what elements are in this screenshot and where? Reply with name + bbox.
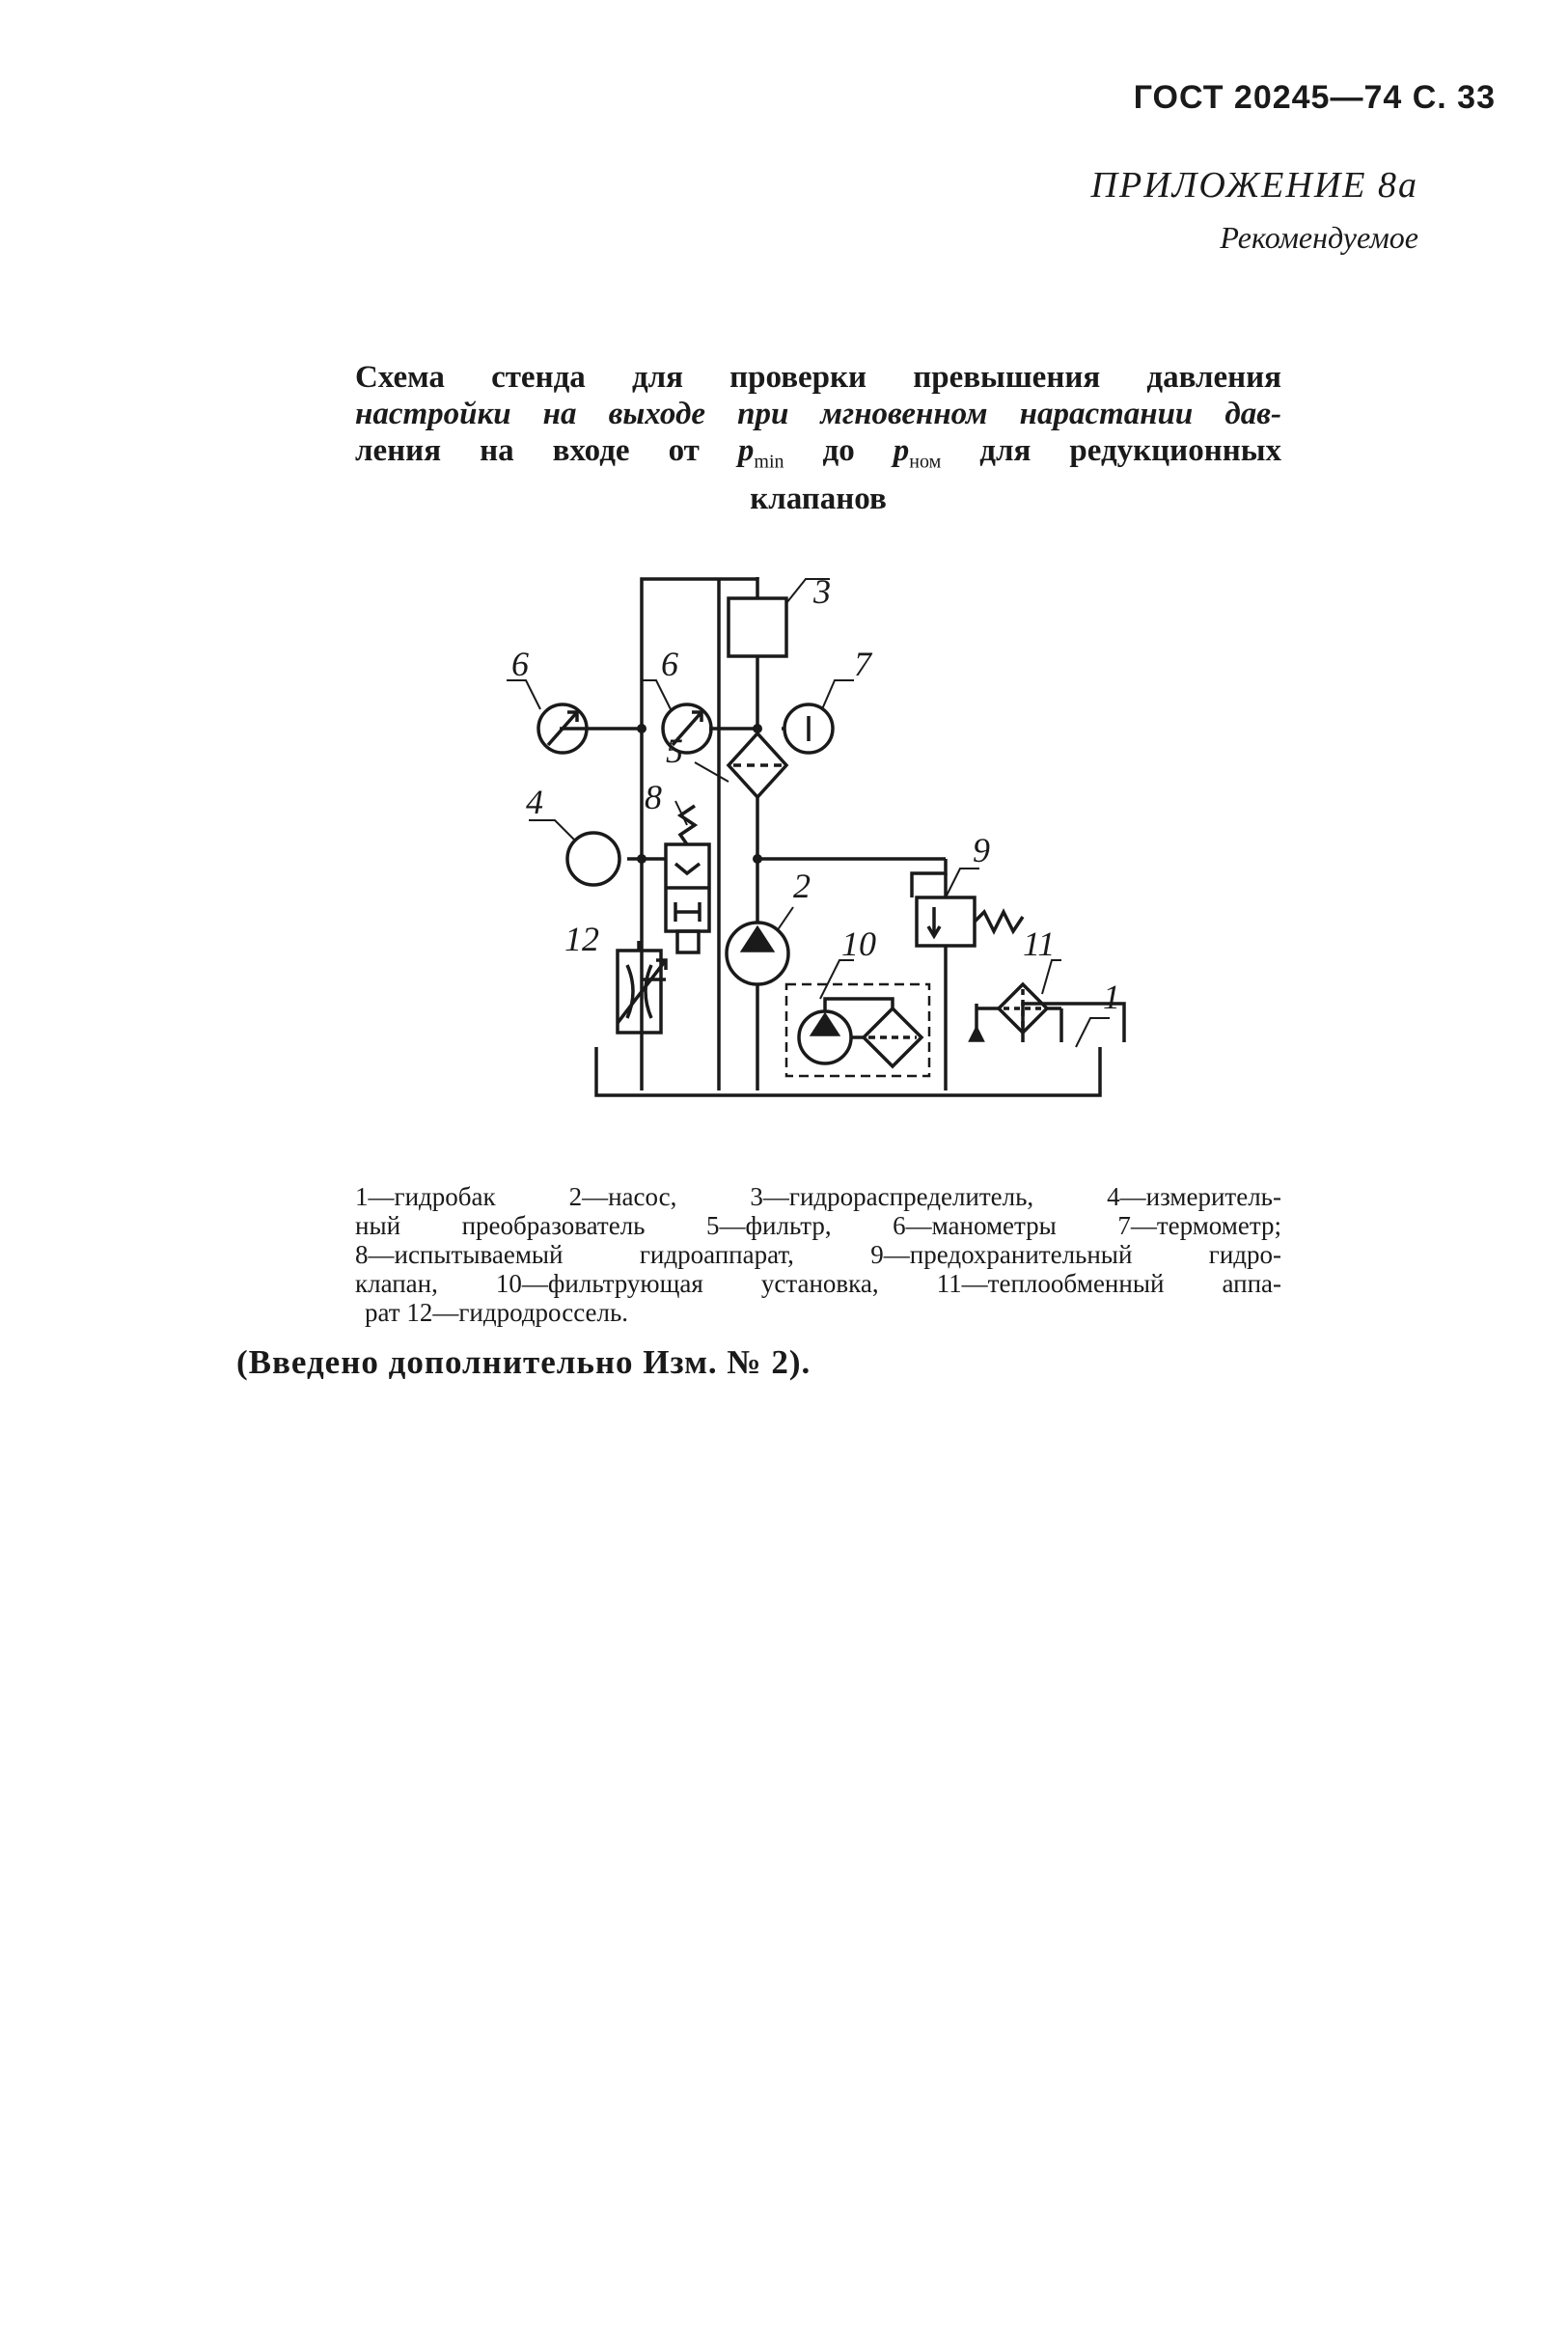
label-11: 11 — [1023, 924, 1056, 963]
label-5: 5 — [666, 731, 683, 770]
valve-under-test-symbol — [666, 806, 709, 952]
heat-exchanger-symbol — [971, 984, 1061, 1042]
legend-line-4: клапан, 10—фильтрующая установка, 11—теплообменный аппа- — [355, 1269, 1281, 1298]
filter-symbol — [729, 733, 786, 797]
p-min-subscript: min — [754, 451, 784, 473]
label-6-right: 6 — [661, 645, 678, 683]
p-min-symbol: p — [737, 433, 755, 468]
scheme-title-line-3b: до — [784, 433, 894, 468]
label-2: 2 — [793, 867, 811, 905]
scheme-title-line-3a: ления на входе от — [355, 433, 738, 468]
legend — [355, 1182, 1281, 1327]
pump-symbol — [727, 923, 788, 984]
transducer-symbol — [567, 833, 619, 885]
label-3-valve: 8 — [645, 778, 662, 816]
label-12: 12 — [564, 920, 599, 958]
legend-line-1: 1—гидробак 2—насос, 3—гидрораспределитель, 4—измеритель- — [355, 1182, 1281, 1211]
p-nom-subscript: ном — [909, 451, 942, 473]
safety-valve-symbol — [917, 897, 1023, 946]
filtration-unit-symbol — [786, 984, 929, 1076]
label-9: 9 — [973, 831, 990, 869]
legend-line-3: 8—испытываемый гидроаппарат, 9—предохранительный гидро- — [355, 1240, 1281, 1269]
label-leader-lines — [507, 579, 1110, 1047]
legend-line-2: ный преобразователь 5—фильтр, 6—манометры 7—термометр; — [355, 1211, 1281, 1240]
amendment-note: (Введено дополнительно Изм. № 2). — [236, 1343, 812, 1381]
pipe-network — [560, 577, 1124, 1090]
tank-symbol — [596, 1047, 1100, 1095]
scheme-title-line-3c: для редукционных — [941, 433, 1281, 468]
hydro-distributor-symbol — [729, 598, 786, 656]
label-7: 7 — [854, 645, 871, 683]
hydraulic-scheme-diagram — [0, 0, 1568, 1158]
p-nom-symbol: p — [893, 433, 910, 468]
scheme-title-line-4: клапанов — [750, 481, 887, 516]
label-4: 4 — [526, 783, 543, 821]
label-6-left: 6 — [511, 645, 529, 683]
thermometer-symbol — [782, 704, 833, 753]
label-1: 1 — [1103, 978, 1120, 1016]
legend-line-5: рат 12—гидродроссель. — [365, 1298, 629, 1327]
label-10: 10 — [841, 924, 876, 963]
label-3: 3 — [813, 572, 831, 611]
scheme-title-line-2: настройки на выходе при мгновенном нарастании дав- — [355, 397, 1281, 431]
appendix-subtitle: Рекомендуемое — [1220, 220, 1418, 255]
appendix-title: ПРИЛОЖЕНИЕ 8а — [1090, 165, 1418, 206]
page-header-code: ГОСТ 20245—74 С. 33 — [1133, 79, 1496, 116]
scheme-title-line-1: Схема стенда для проверки превышения давления — [355, 360, 1281, 395]
